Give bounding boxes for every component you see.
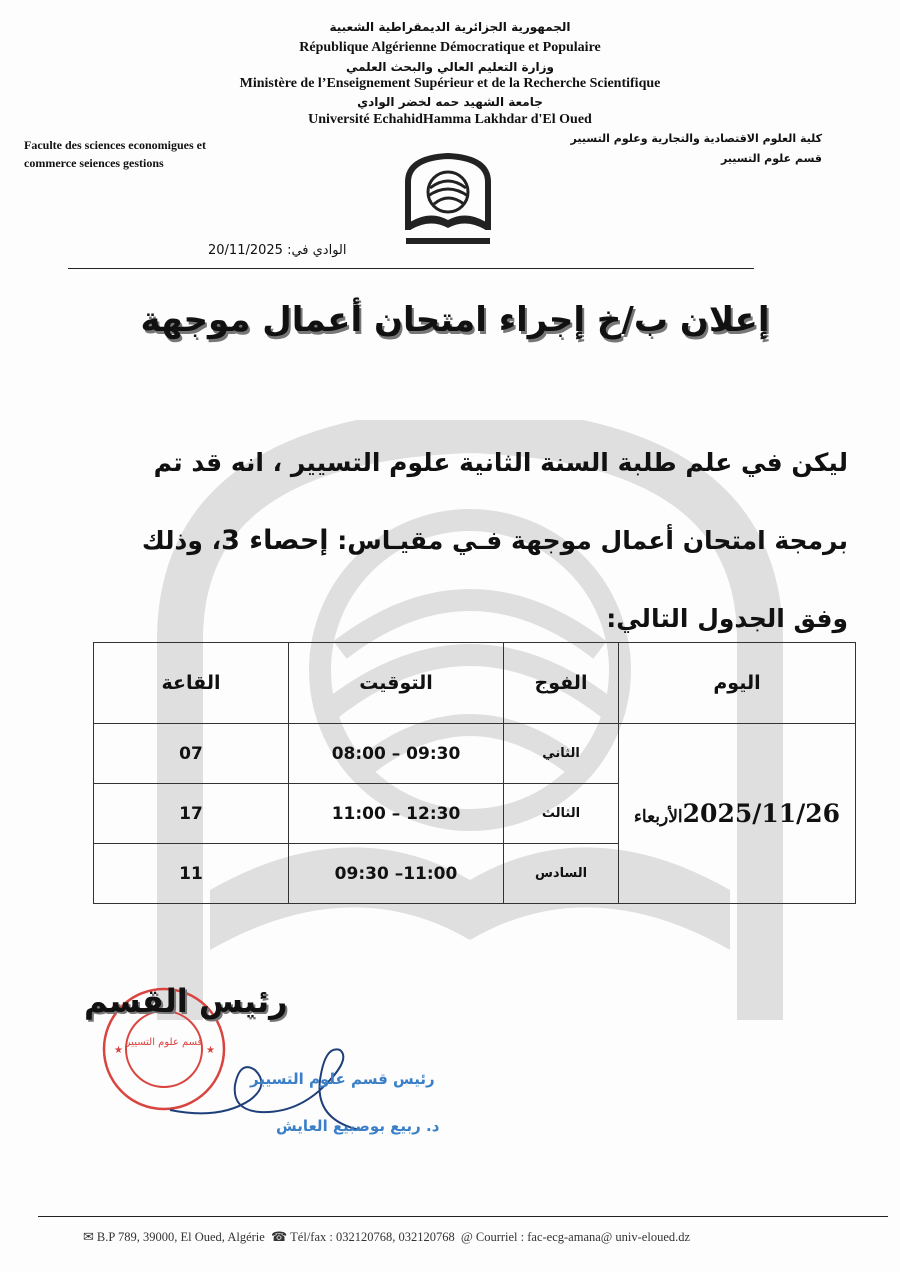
- faculty-ar-name: كلية العلوم الاقتصادية والتجارية وعلوم التسيير: [570, 132, 822, 145]
- room-cell: 17: [94, 784, 289, 844]
- exam-schedule-table: [93, 642, 856, 904]
- header-day: اليوم: [619, 643, 856, 724]
- date-line: الوادي في: 20/11/2025: [208, 243, 347, 258]
- day-cell: [619, 724, 856, 904]
- svg-text:★: ★: [206, 1045, 215, 1056]
- department-ar-name: قسم علوم التسيير: [720, 152, 822, 165]
- group-cell: الثاني: [504, 724, 619, 784]
- footer-contact: [80, 1229, 880, 1245]
- day-word: الأربعاء: [633, 807, 683, 828]
- header-ar-republic: الجمهورية الجزائرية الديمقراطية الشعبية: [329, 20, 571, 34]
- room-cell: 07: [94, 724, 289, 784]
- svg-text:★: ★: [114, 1045, 123, 1056]
- phone-icon: ☎: [270, 1229, 288, 1244]
- department-head-label: رئيس القسم: [84, 982, 288, 1020]
- announcement-title: إعلان ب/خ إجراء امتحان أعمال موجهة: [140, 300, 770, 340]
- announcement-body: [58, 424, 848, 658]
- time-cell: 12:30 – 11:00: [289, 784, 504, 844]
- header-room: القاعة: [94, 643, 289, 724]
- header-divider: [68, 268, 754, 269]
- group-cell: الثالث: [504, 784, 619, 844]
- footer-email: Courriel : fac-ecg-amana@ univ-eloued.dz: [475, 1230, 691, 1244]
- body-line-2-pre: برمجة امتحان أعمال موجهة فـي مقيـاس:: [328, 526, 848, 555]
- body-line-1: ليكن في علم طلبة السنة الثانية علوم التسيير ، انه قد تم: [153, 448, 848, 477]
- header-fr-republic: République Algérienne Démocratique et Populaire: [299, 40, 601, 55]
- handwritten-signature-icon: [160, 1040, 390, 1160]
- body-line-2-post: ، وذلك: [141, 526, 222, 555]
- room-cell: 11: [94, 844, 289, 904]
- mailbox-icon: ✉: [83, 1229, 94, 1244]
- subject-name: إحصاء 3: [221, 525, 329, 556]
- table-row: [94, 724, 856, 784]
- signature-title: رئيس قسم علوم التسيير: [250, 1070, 435, 1088]
- body-line-3: وفق الجدول التالي:: [606, 604, 848, 633]
- header-ar-university: جامعة الشهيد حمه لخضر الوادي: [357, 95, 543, 109]
- group-cell: السادس: [504, 844, 619, 904]
- footer-address: B.P 789, 39000, El Oued, Algérie: [96, 1230, 265, 1244]
- header-ar-ministry: وزارة التعليم العالي والبحث العلمي: [345, 60, 555, 74]
- faculty-ar: [562, 129, 822, 169]
- signature-name: د. ربيع بوصبيع العايش: [276, 1117, 440, 1135]
- header-time: التوقيت: [289, 643, 504, 724]
- table-header-row: [94, 643, 856, 724]
- header-fr-university: Université EchahidHamma Lakhdar d'El Oued: [308, 112, 592, 127]
- time-cell: 09:30 – 08:00: [289, 724, 504, 784]
- footer-telfax: Tél/fax : 032120768, 032120768: [290, 1230, 455, 1244]
- header-group: الفوج: [504, 643, 619, 724]
- header-fr-ministry: Ministère de l’Enseignement Supérieur et de la Recherche Scientifique: [239, 76, 661, 91]
- body-line-2: [58, 502, 848, 580]
- faculty-fr: Faculte des sciences economigues et commerce seiences gestions: [24, 138, 206, 170]
- day-date: 2025/11/26: [682, 799, 841, 829]
- stamp-label: قسم علوم التسيير: [125, 1037, 203, 1048]
- footer-divider: [38, 1216, 888, 1217]
- time-cell: 11:00– 09:30: [289, 844, 504, 904]
- university-logo-icon: [400, 152, 496, 252]
- email-icon: @: [460, 1229, 473, 1244]
